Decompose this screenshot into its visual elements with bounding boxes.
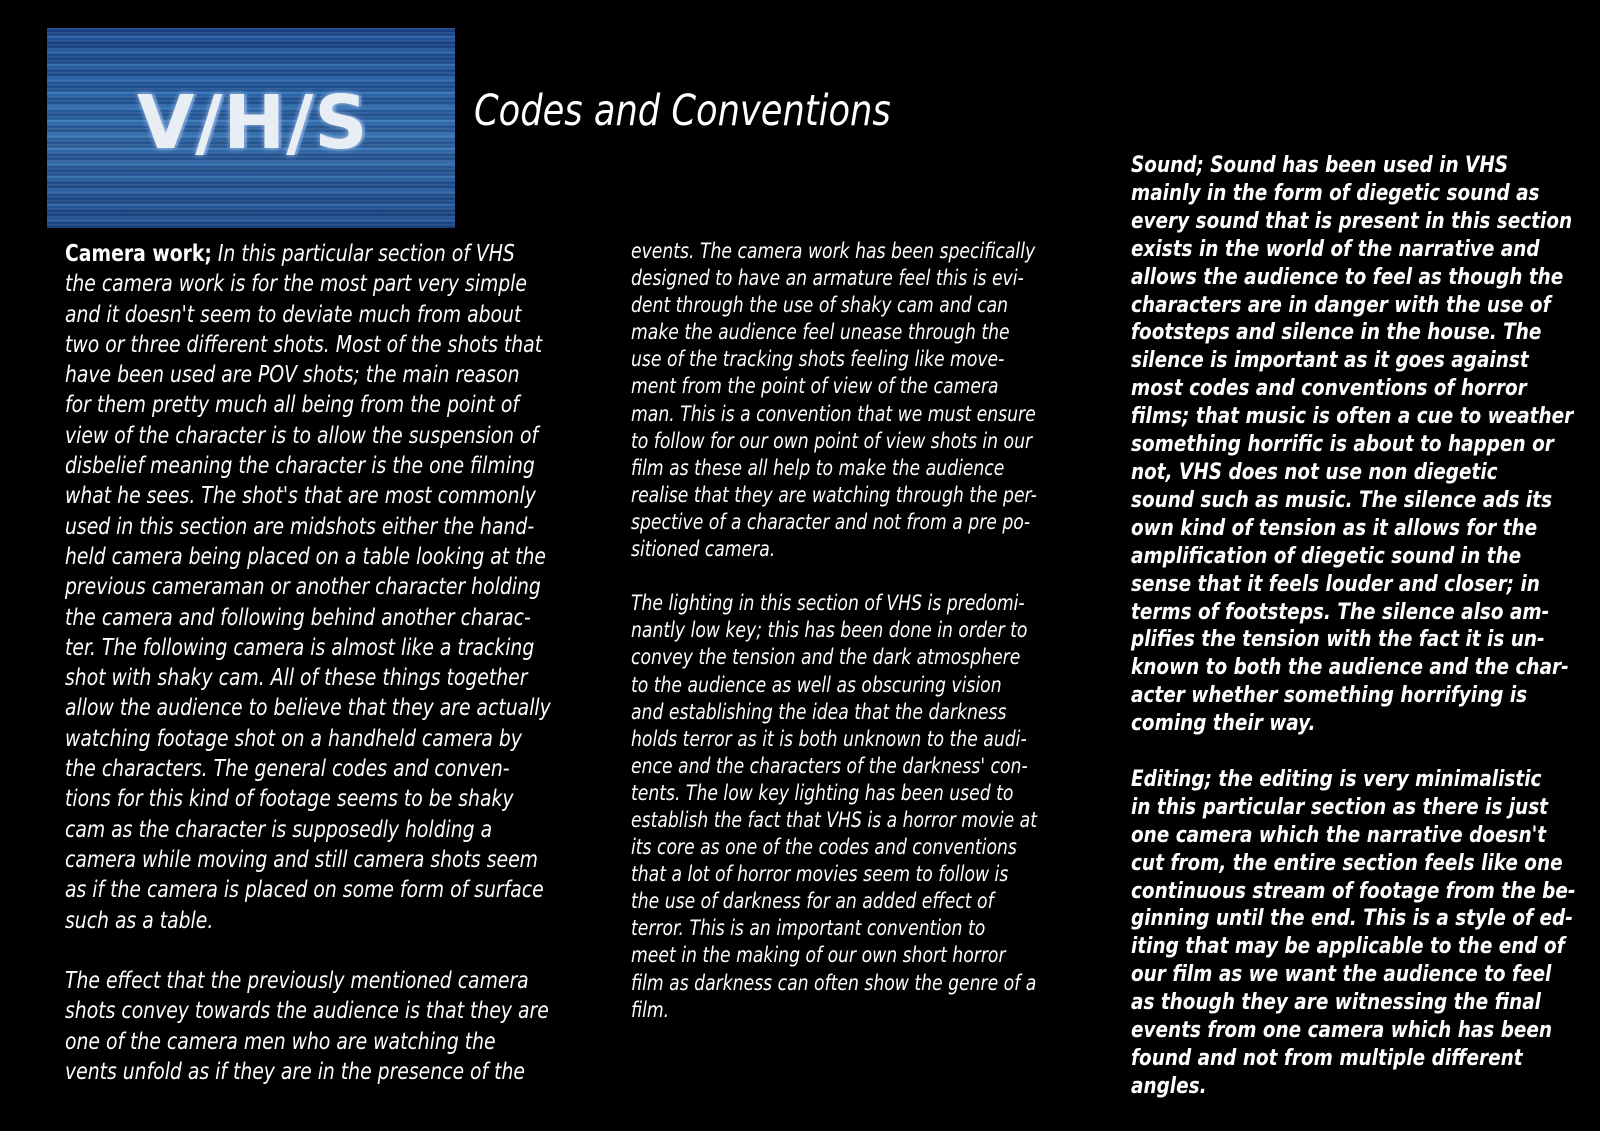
camera-work-heading: Camera work; (65, 239, 212, 267)
camera-work-line: have been used are POV shots; the main reason (65, 360, 520, 389)
camera-work-line: what he sees. The shot's that are most commonly (65, 481, 536, 510)
middle-line: man. This is a convention that we must ensure (631, 401, 1036, 426)
camera-work-line: for them pretty much all being from the point of (65, 390, 519, 419)
lighting-line: nantly low key; this has been done in order to (631, 618, 1028, 643)
camera-work-line: used in this section are midshots either the hand- (65, 511, 535, 540)
camera-work-line: held camera being placed on a table looking at the (65, 541, 546, 570)
middle-line: film as these all help to make the audience (631, 455, 1005, 480)
camera-work-line: the camera and following behind another charac- (65, 602, 531, 631)
vhs-logo-text: V/H/S (137, 80, 369, 166)
lighting-line: that a lot of horror movies seem to follow is (631, 862, 1009, 887)
editing-line: found and not from multiple different (1131, 1044, 1523, 1071)
column-middle (631, 238, 1037, 1024)
camera-work-line: previous cameraman or another character holding (65, 572, 541, 601)
column-camera-work (65, 238, 551, 1086)
sound-line: sound such as music. The silence ads its (1131, 486, 1553, 513)
camera-work-line: such as a table. (65, 905, 214, 934)
editing-line: angles. (1131, 1072, 1207, 1099)
sound-line: coming their way. (1131, 710, 1316, 737)
sound-heading: Sound; (1131, 152, 1204, 178)
sound-line: something horrific is about to happen or (1131, 431, 1554, 458)
sound-line: exists in the world of the narrative and (1131, 235, 1540, 262)
middle-line: to follow for our own point of view shots in our (631, 428, 1033, 453)
camera-work-line: tions for this kind of footage seems to be shaky (65, 784, 514, 813)
middle-line: dent through the use of shaky cam and can (631, 293, 1009, 318)
camera-work-line: the characters. The general codes and conven- (65, 754, 510, 783)
lighting-line: The lighting in this section of VHS is predomi- (631, 591, 1025, 616)
camera-work-line-0: Camera work; In this particular section of VHS (65, 239, 515, 267)
lighting-line: the use of darkness for an added effect of (631, 889, 994, 914)
sound-line: amplification of diegetic sound in the (1131, 542, 1522, 569)
sound-line: allows the audience to feel as though the (1131, 263, 1564, 290)
middle-line: use of the tracking shots feeling like move- (631, 347, 1005, 372)
lighting-line: establish the fact that VHS is a horror movie at (631, 807, 1037, 832)
sound-line: known to both the audience and the char- (1131, 654, 1569, 681)
lighting-line: its core as one of the codes and conventions (631, 835, 1017, 860)
sound-line: terms of footsteps. The silence also am- (1131, 598, 1550, 625)
middle-line: spective of a character and not from a pre po- (631, 509, 1031, 534)
camera-work-line: view of the character is to allow the suspension of (65, 420, 539, 449)
camera-effect-line: vents unfold as if they are in the presence of the (65, 1057, 525, 1086)
camera-work-line: as if the camera is placed on some form of surface (65, 875, 544, 904)
lighting-line: ence and the characters of the darkness' con- (631, 753, 1028, 778)
camera-work-line: two or three different shots. Most of the shots that (65, 329, 543, 358)
sound-line: own kind of tension as it allows for the (1131, 514, 1538, 541)
camera-work-line: watching footage shot on a handheld camera by (65, 723, 522, 752)
lighting-line: film as darkness can often show the genre of a (631, 970, 1037, 995)
camera-work-line: camera while moving and still camera shots seem (65, 844, 538, 873)
sound-line: footsteps and silence in the house. The (1131, 319, 1542, 346)
camera-work-line: disbelief meaning the character is the one filming (65, 451, 535, 480)
sound-line: most codes and conventions of horror (1131, 375, 1527, 402)
camera-work-line: ter. The following camera is almost like a tracking (65, 632, 535, 661)
middle-line: ment from the point of view of the camera (631, 374, 999, 399)
page-title: Codes and Conventions (474, 86, 891, 136)
editing-line: iting that may be applicable to the end of (1131, 933, 1565, 960)
camera-work-line: shot with shaky cam. All of these things together (65, 663, 528, 692)
sound-line: every sound that is present in this section (1131, 207, 1573, 234)
editing-line-0: Editing; the editing is very minimalistic (1131, 765, 1542, 792)
editing-heading: Editing; (1131, 765, 1213, 792)
sound-line: not, VHS does not use non diegetic (1131, 458, 1498, 485)
sound-line: mainly in the form of diegetic sound as (1131, 179, 1540, 206)
column-sound-editing (1131, 152, 1576, 1101)
sound-line: acter whether something horrifying is (1131, 682, 1528, 709)
editing-line: cut from, the entire section feels like one (1131, 849, 1563, 876)
lighting-line: convey the tension and the dark atmosphere (631, 645, 1021, 670)
lighting-line: terror. This is an important convention to (631, 916, 986, 941)
lighting-line: tents. The low key lighting has been used to (631, 780, 1014, 805)
camera-work-line: the camera work is for the most part very simple (65, 269, 527, 298)
camera-effect-line: shots convey towards the audience is that they are (65, 996, 549, 1025)
editing-line: events from one camera which has been (1131, 1017, 1553, 1044)
editing-line: in this particular section as there is just (1131, 793, 1548, 820)
vhs-logo-image (47, 28, 455, 228)
lighting-line: holds terror as it is both unknown to the audi- (631, 726, 1027, 751)
camera-work-line: allow the audience to believe that they are actually (65, 693, 551, 722)
editing-line: one camera which the narrative doesn't (1131, 821, 1547, 848)
editing-line: ginning until the end. This is a style of ed- (1131, 905, 1573, 932)
sound-line-0: Sound; Sound has been used in VHS (1131, 152, 1509, 178)
sound-line: characters are in danger with the use of (1131, 291, 1551, 318)
lighting-line: and establishing the idea that the darkness (631, 699, 1007, 724)
editing-line: as though they are witnessing the final (1131, 989, 1541, 1016)
middle-line: make the audience feel unease through the (631, 320, 1010, 345)
camera-effect-line: one of the camera men who are watching the (65, 1026, 496, 1055)
sound-line: plifies the tension with the fact it is un- (1131, 626, 1545, 653)
lighting-line: to the audience as well as obscuring vision (631, 672, 1002, 697)
editing-line: our film as we want the audience to feel (1131, 961, 1552, 988)
editing-line: continuous stream of footage from the be- (1131, 877, 1576, 904)
sound-line: films; that music is often a cue to weather (1131, 403, 1574, 430)
camera-effect-line: The effect that the previously mentioned camera (65, 966, 529, 995)
middle-line: realise that they are watching through the per- (631, 482, 1037, 507)
camera-work-line: cam as the character is supposedly holding a (65, 814, 493, 843)
camera-work-line: and it doesn't seem to deviate much from about (65, 299, 522, 328)
middle-line: events. The camera work has been specifically (631, 239, 1036, 263)
lighting-line: film. (631, 997, 670, 1022)
lighting-line: meet in the making of our own short horror (631, 943, 1006, 968)
sound-line: sense that it feels louder and closer; in (1131, 570, 1540, 597)
middle-line: designed to have an armature feel this is evi- (631, 266, 1024, 291)
middle-line: sitioned camera. (631, 537, 776, 562)
sound-line: silence is important as it goes against (1131, 347, 1529, 374)
